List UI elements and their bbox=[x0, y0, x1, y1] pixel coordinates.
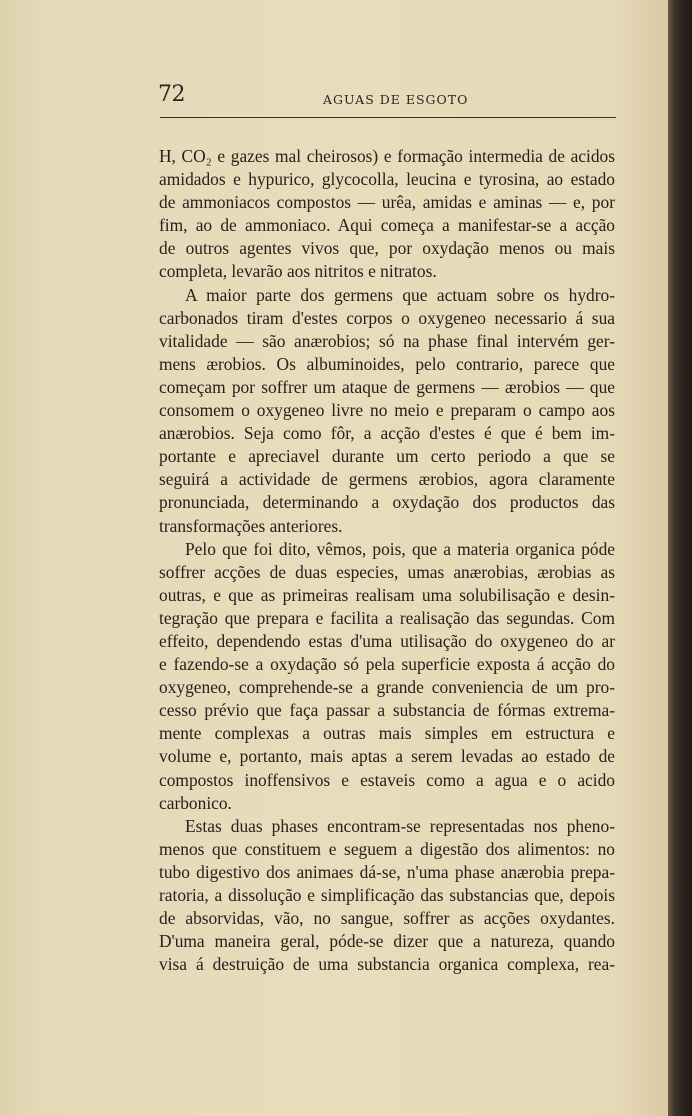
text-line: oxygeneo, comprehende-se a grande conveniencia de um pro- bbox=[159, 677, 615, 698]
text-line: A maior parte dos germens que actuam sobre os hydro- bbox=[185, 284, 615, 305]
text-line: transformações anteriores. bbox=[159, 515, 343, 536]
text-line: de ammoniacos compostos — urêa, amidas e aminas — e, por bbox=[159, 192, 615, 213]
text-line: fim, ao de ammoniaco. Aqui começa a manifestar-se a acção bbox=[159, 215, 615, 236]
text-line: D'uma maneira geral, póde-se dizer que a natureza, quando bbox=[159, 931, 615, 952]
text-line: vitalidade — são anærobios; só na phase final intervém ger- bbox=[159, 330, 615, 351]
text-line: soffrer acções de duas especies, umas anærobias, ærobias as bbox=[159, 561, 615, 582]
text-line: carbonico. bbox=[159, 792, 232, 813]
text-line: H, CO₂ e gazes mal cheirosos) e formação intermedia de acidos bbox=[159, 146, 615, 166]
text-line: consomem o oxygeneo livre no meio e preparam o campo aos bbox=[159, 400, 615, 421]
text-line: mente complexas a outras mais simples em estructura e bbox=[159, 723, 615, 744]
text-line: de absorvidas, vão, no sangue, soffrer as acções oxydantes. bbox=[159, 908, 615, 929]
text-line: amidados e hypurico, glycocolla, leucina e tyrosina, ao estado bbox=[159, 169, 615, 190]
text-line: Estas duas phases encontram-se representadas nos pheno- bbox=[185, 815, 615, 836]
text-line: carbonados tiram d'estes corpos o oxygeneo necessario á sua bbox=[159, 307, 615, 328]
text-line: outras, e que as primeiras realisam uma solubilisação e desin- bbox=[159, 584, 615, 605]
book-spine-shadow bbox=[668, 0, 692, 1116]
body-text bbox=[159, 145, 615, 976]
text-line: tegração que prepara e facilita a realisação das segundas. Com bbox=[159, 607, 615, 628]
page-number: 72 bbox=[158, 82, 185, 107]
text-line: volume e, portanto, mais aptas a serem levadas ao estado de bbox=[159, 746, 615, 767]
text-line: pronunciada, determinando a oxydação dos productos das bbox=[159, 492, 615, 513]
text-line: seguirá a actividade de germens ærobios, agora claramente bbox=[159, 469, 615, 490]
text-line: compostos inoffensivos e estaveis como a agua e o acido bbox=[159, 769, 615, 790]
text-line: anærobios. Seja como fôr, a acção d'estes é que é bem im- bbox=[159, 423, 615, 444]
text-line: portante e apreciavel durante um certo periodo a que se bbox=[159, 446, 615, 467]
text-line: e fazendo-se a oxydação só pela superficie exposta á acção do bbox=[159, 654, 615, 675]
text-line: effeito, dependendo estas d'uma utilisação do oxygeneo do ar bbox=[159, 630, 615, 651]
running-title: AGUAS DE ESGOTO bbox=[323, 92, 469, 107]
text-line: menos que constituem e seguem a digestão dos alimentos: no bbox=[159, 838, 615, 859]
text-line: ratoria, a dissolução e simplificação das substancias que, depois bbox=[159, 885, 615, 905]
text-line: de outros agentes vivos que, por oxydação menos ou mais bbox=[159, 238, 615, 259]
text-line: tubo digestivo dos animaes dá-se, n'uma phase anærobia prepa- bbox=[159, 861, 615, 882]
text-line: visa á destruição de uma substancia organica complexa, rea- bbox=[159, 954, 615, 975]
text-line: cesso prévio que faça passar a substancia de fórmas extrema- bbox=[159, 700, 615, 721]
header-rule bbox=[160, 117, 616, 118]
text-line: completa, levarão aos nitritos e nitratos. bbox=[159, 261, 437, 282]
text-line: começam por soffrer um ataque de germens — ærobios — que bbox=[159, 376, 615, 397]
text-line: Pelo que foi dito, vêmos, pois, que a materia organica póde bbox=[185, 538, 615, 559]
text-line: mens ærobios. Os albuminoides, pelo contrario, parece que bbox=[159, 353, 615, 374]
